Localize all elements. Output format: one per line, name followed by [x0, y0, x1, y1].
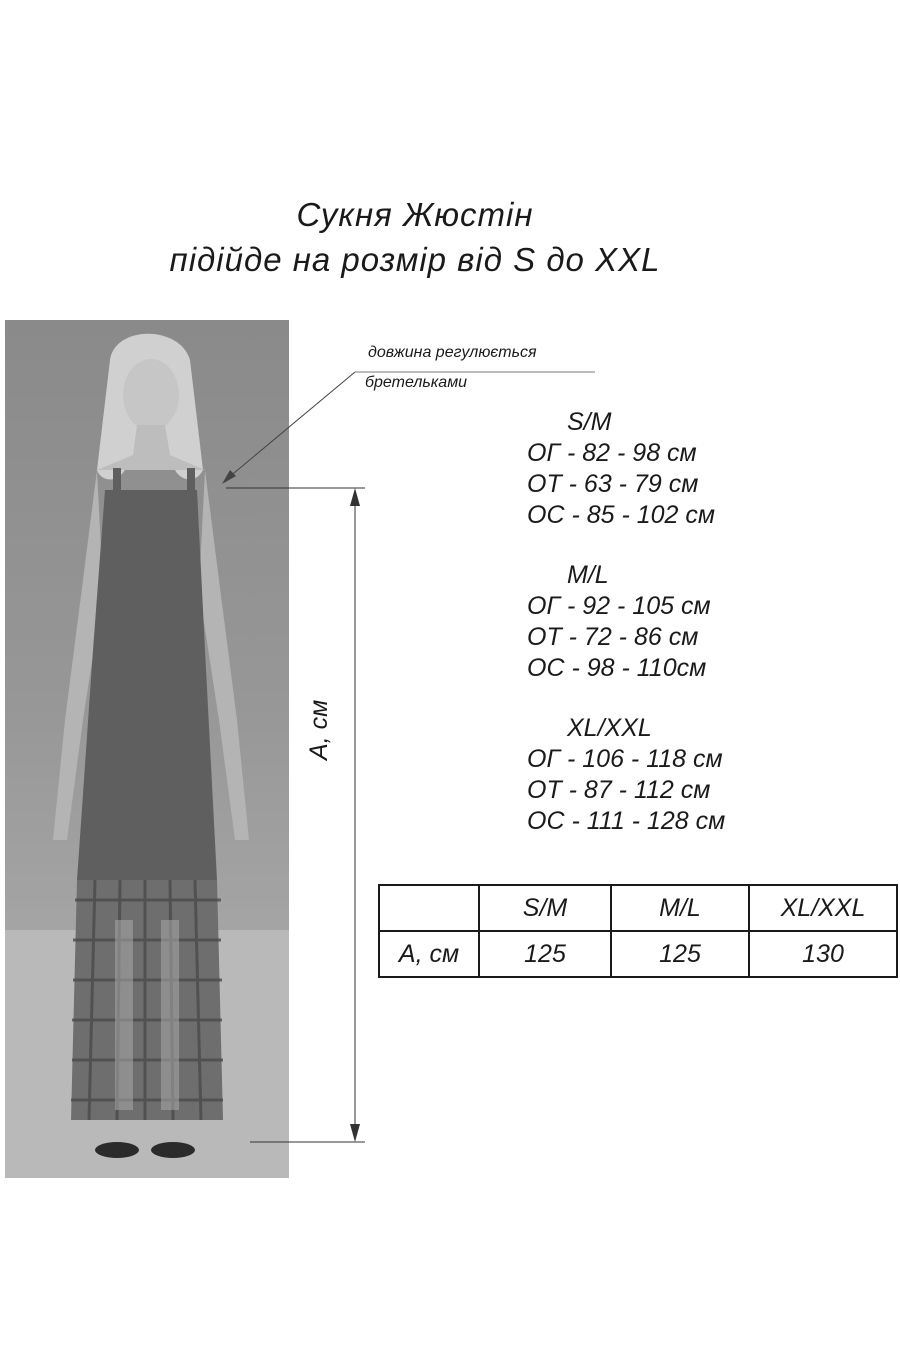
size-block-ml: [527, 560, 711, 684]
chest-measure: ОГ - 106 - 118 см: [527, 745, 723, 773]
table-cell: 125: [611, 931, 749, 977]
table-header-row: [379, 885, 897, 931]
hips-measure: ОС - 111 - 128 см: [527, 807, 726, 835]
table-header-cell: S/M: [479, 885, 611, 931]
size-block-sm: [527, 407, 715, 531]
strap-note-line1: довжина регулюється: [368, 344, 537, 361]
size-name: M/L: [567, 561, 609, 589]
product-title: Сукня Жюстін: [296, 196, 534, 233]
dimension-a-label: А, см: [305, 699, 333, 760]
waist-measure: ОТ - 72 - 86 см: [527, 623, 699, 651]
table-cell: А, см: [379, 931, 479, 977]
length-table: [378, 884, 898, 978]
waist-measure: ОТ - 63 - 79 см: [527, 470, 699, 498]
table-header-cell: M/L: [611, 885, 749, 931]
strap-note-line2: бретельками: [365, 374, 468, 391]
arrow-up-icon: [350, 488, 360, 506]
leader-line: [228, 372, 355, 478]
table-header-cell: XL/XXL: [749, 885, 897, 931]
leader-arrowhead: [222, 470, 236, 484]
table-cell: 125: [479, 931, 611, 977]
hips-measure: ОС - 85 - 102 см: [527, 501, 716, 529]
chest-measure: ОГ - 82 - 98 см: [527, 439, 697, 467]
size-name: XL/XXL: [567, 714, 652, 742]
size-range-subtitle: підійде на розмір від S до XXL: [169, 241, 661, 278]
waist-measure: ОТ - 87 - 112 см: [527, 776, 711, 804]
table-cell: 130: [749, 931, 897, 977]
chest-measure: ОГ - 92 - 105 см: [527, 592, 711, 620]
arrow-down-icon: [350, 1124, 360, 1142]
size-block-xlxxl: [527, 713, 725, 837]
size-name: S/M: [567, 408, 612, 436]
table-row: [379, 931, 897, 977]
table-header-cell: [379, 885, 479, 931]
hips-measure: ОС - 98 - 110см: [527, 654, 707, 682]
